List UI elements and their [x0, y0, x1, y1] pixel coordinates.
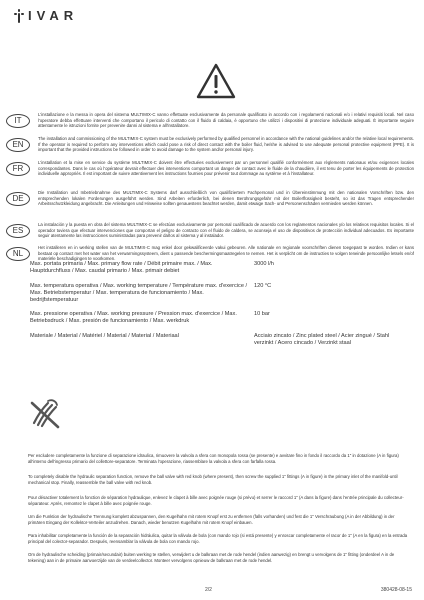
lang-row-en: [6, 136, 414, 153]
ivar-logo: [14, 8, 78, 23]
warning-triangle-icon: [195, 62, 237, 100]
lang-text-de: Die Installation und Inbetriebnahme des MULTIMIX-C Systems darf ausschließlich von qualifiziertem Fachpersonal und in Übereinstimmung mit den nationalen Vorschriften bzw. den entsprechenden lokalen Forderungen ausgeführt werden. Sind Arbeiten erforderlich, bei denen Berührungsgefahr mit der Boilerflüssigkeit besteht, so ist das Tragen entsprechender Arbeitsschutzkleidung angebracht. Die Anleitungen und Hinweise sollten genauestens beachtet werden, damit etwaige Sach- und Personenschäden vermieden werden können.: [38, 190, 414, 207]
handling-symbol-icon: [28, 395, 64, 431]
spec-value: Acciaio zincato / Zinc plated steel / Acier zingué / Stahl verzinkt / Acero cincado / Verzinkt staal: [254, 333, 390, 347]
instruction-en: To completely disable the hydraulic separation function, remove the ball valve with red knob (where present), then screw the supplied 1" fittings (A in figure) in the primary inlet of the manifold-until mechanical stop. Finally, reassemble the ball valve with red knob.: [28, 474, 398, 485]
lang-badge-en: EN: [6, 138, 30, 152]
lang-text-fr: L'installation et la mise en service du système MULTIMIX-C doivent être effectuées exclusivement par un personnel qualifié conformément aux règlements nationaux et/ou exigences locales correspondantes. Dans le cas où l'opérateur devrait effectuer des interventions comportant un danger de contact avec le fluide de la chaudière, il est tenu de porter les équipements de protection individuelle appropriés. Il est important de suivre attentivement les instructions fournies pour prévenir tout dommage au système et à l'installateur.: [38, 160, 414, 177]
spec-label: Max. pressione operativa / Max. working pressure / Pression max. d'exercice / Max. Betriebsdruck / Max. presión de funcionamiento / Max. werkdruk: [30, 311, 237, 325]
spec-label: Materiale / Material / Matériel / Material / Material / Materiaal: [30, 333, 179, 339]
instruction-de: Um die Funktion der hydraulische Trennung komplett abzuspannen, den Kugelhahn mit rotem Knopf erst zu entfernen (falls vorhanden) und fest die 1" Verschraubung (A in der Abbildung) in der primären Eingang der Kollektor-Verteiler anzudrehen. Danach, wieder benutzen Kugelhahn mit rotem Knopf einbauen.: [28, 514, 395, 525]
document-code: 380428-08-15: [380, 587, 412, 593]
spec-table: [30, 261, 410, 353]
lang-row-es: [6, 222, 414, 239]
spec-row: [30, 333, 410, 353]
spec-label: Max. portata primaria / Max. primary flow rate / Débit primaire max. / Max. Hauptdurchfluss / Max. caudal primario / Max. primair debiet: [30, 261, 213, 275]
spec-value: 3000 l/h: [254, 261, 274, 267]
spec-row: [30, 311, 410, 333]
logo-text: IVAR: [28, 8, 79, 23]
spec-row: [30, 261, 410, 283]
lang-badge-de: DE: [6, 192, 30, 206]
lang-row-fr: [6, 160, 414, 177]
spec-label: Max. temperatura operativa / Max. working temperature / Température max. d'exercice / Max. Betriebstemperatur / Max. temperatura de funcionamiento / Max. bedrijfstemperatuur: [30, 283, 248, 304]
instruction-nl: Om de hydraulische scheiding (primair/secundair) buiten werking te stellen, verwijdert u de balkraan met de rode hendel (indien aanwezig) en brengt u vervolgens de 1" fitting (onderdeel A in de tekening) aan in de primaire aanvoerzijde van de verdeelcollector. Monteer vervolgens opnieuw de balkraan met de rode hendel.: [28, 552, 395, 563]
lang-text-en: The installation and commissioning of the MULTIMIX-C system must be exclusively performed by qualified personnel in accordance with the national guidelines and/or the relative local requirements. If the operator is required to perform any interventions which could pose a risk of direct contact with the boiler fluid, he/she is advised to use adequate personal protective equipment (PPE). It is important that the provided instructions be followed in order to avoid damage to the system and/or personal injury.: [38, 136, 414, 153]
lang-text-nl: Het installeren en in werking stellen van de MULTIMIX-C mag enkel door gekwalificeerde vakui gebeuren. Alle nationale en regionale voorschriften dienen toegepast te worden. Indien er kans bestaat op contact met het water van het verwarmingssysteem, dient u passende beschermingsmaatregelen te nemen. Het is verplicht om de instructies te volgen teneinde persoonlijke letsels en/of materiële beschadigingen te voorkomen.: [38, 245, 414, 262]
lang-badge-fr: FR: [6, 162, 30, 176]
logo-mark-icon: [14, 9, 24, 23]
lang-row-de: [6, 190, 414, 207]
lang-row-nl: [6, 245, 414, 262]
lang-text-it: L'installazione e la messa in opera del sistema MULTIMIX-C vanno effettuate esclusivamente da personale qualificato in accordo con i regolamenti nazionali e/o i relativi requisiti locali. Nel caso l'operatore debba effettuare interventi che comportano il pericolo di contatto con il fluido di caldaia, è opportuno che utilizzi i dispositivi di protezione individuale adeguati. È importante seguire attentamente le istruzioni fornite per prevenire danni al sistema e all'installatore.: [38, 112, 414, 129]
instruction-fr: Pour désactiver totalement la fonction de séparation hydraulique, enlevez le clapet à bille avec poignée rouge (si prévu) et serrer le raccord 1" (A dans la figure) dans l'entrée principale du collecteur-séparateur. Après, remontez le clapet à bille avec poignée rouge.: [28, 495, 404, 506]
instruction-it: Per escludere completamente la funzione di separazione idraulica, rimuovere la valvola a sfera con monopola rossa (se presente) e avvitare fino in fondo il raccordo da 1" in dotazione (A in figura) all'interno dell'ingresso primario del collettore-separatore. Terminata l'operazione, riassemblare la valvola a sfera con farfalla rossa.: [28, 453, 399, 464]
lang-row-it: [6, 112, 414, 129]
spec-row: [30, 283, 410, 311]
spec-value: 10 bar: [254, 311, 270, 317]
lang-badge-nl: NL: [6, 247, 30, 261]
lang-badge-es: ES: [6, 224, 30, 238]
page-number: 2/2: [205, 587, 212, 593]
lang-text-es: La instalación y la puesta en obra del sistema MULTIMIX-C se efectúan exclusivamente por personal cualificado de acuerdo con los reglamentos nacionales y/o los relativos requisitos locales. Si el operador tuviera que efectuar intervenciones que comportan el peligro de contacto con el fluido de caldera, se aconseja el uso de dispositivos de protección individual adecuados. Es importante seguir atentamente las instrucciones suministradas para prevenir daños al sistema y al instalador.: [38, 222, 414, 239]
spec-value: 120 °C: [254, 283, 272, 289]
instruction-es: Para inhabilitar completamente la función de la separación hidráulica, quitar la válvula de bola (con mando rojo (si está presente) y enroscar completamente el racor de 1" (A en la figura) en la entrada principal del colector-separador. Después, reensamblar la válvula de bola con mando rojo.: [28, 533, 408, 544]
lang-badge-it: IT: [6, 114, 30, 128]
